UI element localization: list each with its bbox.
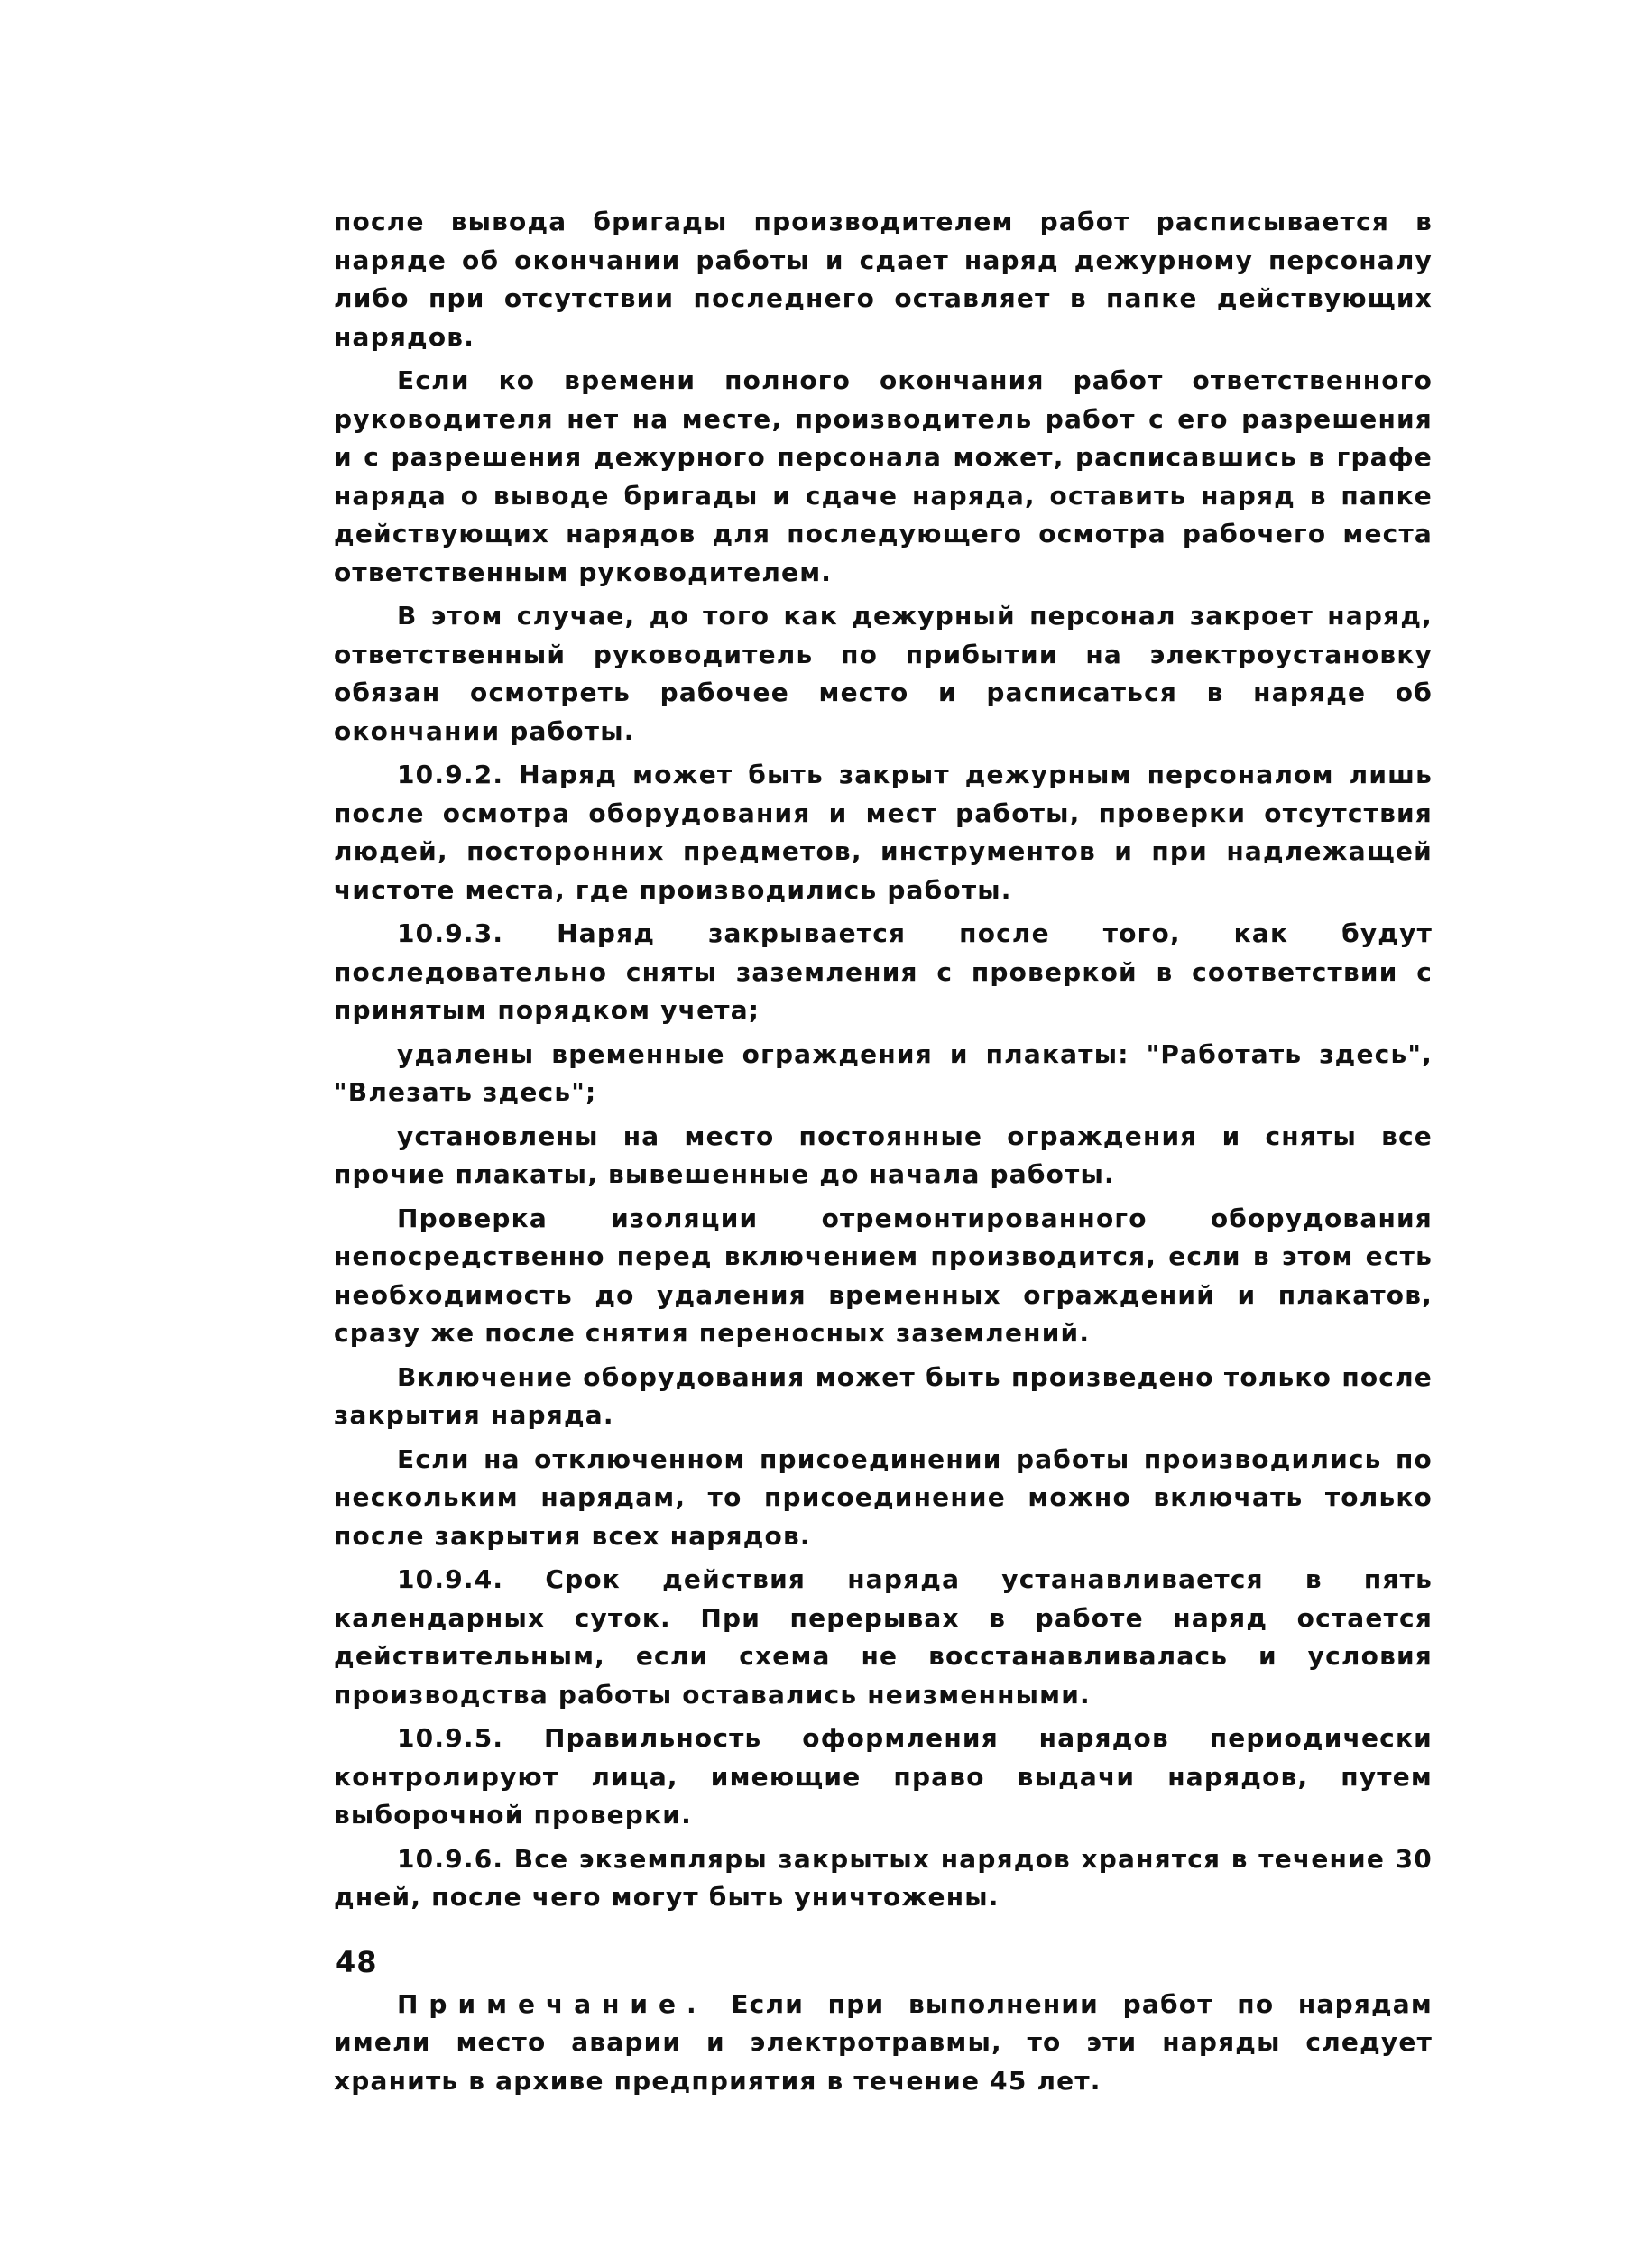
note [334,1986,1433,2101]
note-label: Примечание. [397,1988,707,2019]
paragraph-multiple-orders: Если на отключенном присоединении работы производились по нескольким нарядам, то присоединение можно включать только после закрытия всех нарядов. [334,1443,1433,1551]
paragraph-10-9-3: 10.9.3. Наряд закрывается после того, как будут последовательно сняты заземления с проверкой в соответствии с принятым порядком учета; [334,918,1433,1025]
paragraph-10-9-2: 10.9.2. Наряд может быть закрыт дежурным персоналом лишь после осмотра оборудования и мест работы, проверки отсутствия людей, посторонних предметов, инструментов и при надлежащей чистоте места, где производились работы. [334,760,1433,905]
note-text: Если при выполнении работ по нарядам имели место аварии и электротравмы, то эти наряды следует хранить в архиве предприятия в течение 45 лет. [334,1988,1433,2096]
paragraph-installed-fences: установлены на место постоянные ограждения и сняты все прочие плакаты, вывешенные до начала работы. [334,1120,1433,1189]
paragraph-responsible-manager: Если ко времени полного окончания работ ответственного руководителя нет на месте, производитель работ с его разрешения и с разрешения дежурного персонала может, расписавшись в графе наряда о выводе бригады и сдаче наряда, оставить наряд в папке действующих нарядов для последующего осмотра рабочего места ответственным руководителем. [334,365,1433,587]
page-number: 48 [336,1945,378,1979]
paragraph-inspection: В этом случае, до того как дежурный персонал закроет наряд, ответственный руководитель по прибытии на электроустановку обязан осмотреть рабочее место и расписаться в наряде об окончании работы. [334,601,1433,746]
paragraph-10-9-4: 10.9.4. Срок действия наряда устанавливается в пять календарных суток. При перерывах в работе наряд остается действительным, если схема не восстанавливалась и условия производства работы оставались неизменными. [334,1564,1433,1710]
paragraph-10-9-6: 10.9.6. Все экземпляры закрытых нарядов хранятся в течение 30 дней, после чего могут быть уничтожены. [334,1843,1433,1912]
paragraph-equipment-switch-on: Включение оборудования может быть произведено только после закрытия наряда. [334,1361,1433,1430]
paragraph-removed-fences: удалены временные ограждения и плакаты: "Работать здесь", "Влезать здесь"; [334,1038,1433,1107]
paragraph-insulation-check: Проверка изоляции отремонтированного оборудования непосредственно перед включением производится, если в этом есть необходимость до удаления временных ограждений и плакатов, сразу же после снятия переносных заземлений. [334,1203,1433,1348]
paragraph-10-9-5: 10.9.5. Правильность оформления нарядов периодически контролируют лица, имеющие право выдачи нарядов, путем выборочной проверки. [334,1723,1433,1830]
body-text [334,203,1433,2106]
paragraph-continuation: после вывода бригады производителем работ расписывается в наряде об окончании работы и сдает наряд дежурному персоналу либо при отсутствии последнего оставляет в папке действующих нарядов. [334,207,1433,352]
